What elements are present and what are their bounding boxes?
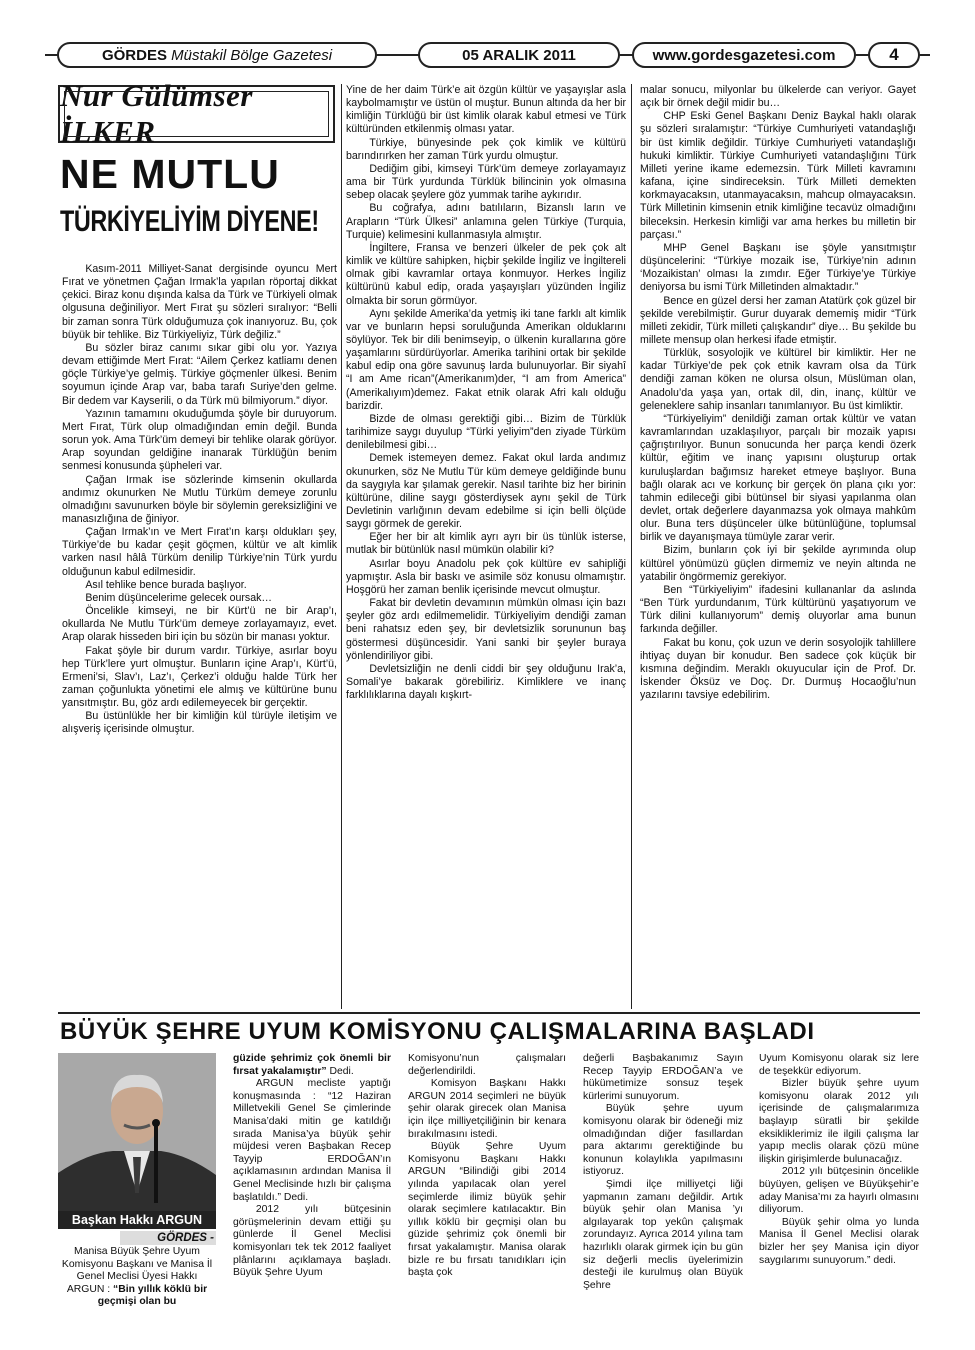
paragraph	[233, 1053, 391, 1078]
paragraph: ARGUN mecliste yaptığı konuşmasında : “12 Haziran Milletvekili Genel Se çimlerinde Manisa’daki mitin ge katıldığı sırada Manisa’ya büyük şehir müjdesi veren Başbakan Recep Tayyip ERDOĞAN’ın açıklamasının ardından Manisa İl Genel Meclisinde hızlı bir çalışma başlatıldı.” Dedi.	[233, 1078, 391, 1203]
page-number: 4	[889, 45, 899, 64]
paragraph: Yazının tamamını okuduğumda şöyle bir duruyorum. Mert Fırat, Türk olup olmadığından emin değil. Bunda sorun yok. Ama Türk’üm demeyi bir tehlike olarak görüyor. Arap soyundan geldiğine inanarak Türklüğün benim senmesi konusunda şüpheleri var.	[62, 407, 337, 473]
date-pill	[418, 42, 620, 68]
website-pill	[632, 42, 856, 68]
paragraph: Türklük, sosyolojik ve kültürel bir kimliktir. Her ne kadar Türkiye’de pek çok etnik kavram olsa da Türk dendiği zaman köken ne olursa olsun, Müslüman olan, Anadolu’da yaşa yan, ortak dil, din, inanç, kültür ve geleneklere sahip insanları tanımlanıyor. Bu üst kimliktir.	[640, 347, 916, 412]
paragraph: Komisyonu’nun çalışmaları değerlendirildi.	[408, 1053, 566, 1077]
lead-quote: “Bin yıllık köklü bir geçmişi olan bu	[97, 1283, 208, 1308]
paragraph: Bu üstünlükle her bir kimliğin kül türüyle iletişim ve alışveriş içerisinde olmuştur.	[62, 710, 337, 736]
paragraph-text: Dedi.	[329, 1065, 354, 1077]
article2-column3	[583, 1053, 743, 1309]
paragraph: “Türkiyeliyim” denildiği zaman ortak kültür ve vatan kavramlarından uzaklaşılıyor, parçalı bir mozaik yapısı çağrıştırılıyor. Bunun sonucunda her parça kendi özerk kültür, eğitim ve inanç yapısını oluşturup ortak kuruluşlardan bağımsız hareket etmeye başlıyor. Buna bağlı olarak acı ve korkunç bir gerçek ön plana çıkı yor: tahmin edileceği gibi bütünsel bir siyasi yapılanma olan devlet, ortak değerlere dayanmazsa yok olmaya mahkûm olur. Buna ters düşünceler ülke bütünlüğüne, toplumsal birlik ve dayanışmaya tümüyle zarar verir.	[640, 412, 916, 544]
paragraph: Bu coğrafya, adını batılıların, Bizanslı ların ve Arapların “Türk Ülkesi” anlamına gelen Türkiye (Turquia, Turquie) kelimesini kullanmasıyla almıştır.	[346, 202, 626, 241]
paragraph: Aynı şekilde Amerika’da yetmiş iki tane farklı alt kimlik var ve bunların hepsi soruluğunda Amerikan olduklarını söylüyor. Tek bir dili benimseyip, o ülkenin kurallarına göre yaşamlarını sürdürüyorlar. Amerika tarihini ortak bir şekilde kabul edip ona göre savunuş larda bulunuyorlar. Bir siyahî “I am Ame rican”(Amerikanım)der, “I am from America” (Amerikalıyım)demez. Fakat etnik olarak Afri kalı olduğu barizdir.	[346, 307, 626, 412]
article2-lead	[58, 1246, 216, 1310]
paragraph: Bizler büyük şehre uyum komisyonu olarak 2012 yılı içerisinde de çalışmalarımıza başlayıp süratli bir şekilde eksikliklerimiz ile ilgili çalışma lar yapıp meclis olarak çözü müne ilişkin girişimlerde bulunacağız.	[759, 1078, 919, 1165]
paragraph: Büyük Şehre Uyum Komisyonu Başkanı Hakkı ARGUN “Bilindiği gibi 2014 yılında yapılacak olan yerel seçimlerde ilimiz büyük şehir olarak seçimlere katılacaktır. Bin yıllık köklü bir geçmişi olan bu güzide şehrimiz çok önemli bir fırsat yakalamıştır. Manisa olarak bizle re bu fırsatı tanıdıkları için başta çok	[408, 1141, 566, 1279]
paragraph: Komisyon Başkanı Hakkı ARGUN 2014 seçimleri ne büyük şehir olarak girecek olan Manisa için ilçe milliyetçiliğinin bir kenara bırakılmasını istedi.	[408, 1078, 566, 1140]
article1-column2	[346, 84, 626, 1010]
paragraph: değerli Başbakanımız Sayın Recep Tayyip ERDOĞAN’a ve hükümetimize sonsuz teşek kürlerimi sunuyorum.	[583, 1053, 743, 1102]
article-title-line1: NE MUTLU	[60, 151, 280, 197]
issue-date: 05 ARALIK 2011	[462, 46, 576, 64]
paragraph: Bizim, bunların çok iyi bir şekilde ayrımında olup kültürel yönümüzü güçlen dirmemiz ve neyin altında ne yatabilir öngörmemiz gerekiyor.	[640, 544, 916, 583]
author-byline	[58, 78, 335, 149]
website-link[interactable]: www.gordesgazetesi.com	[652, 46, 836, 64]
portrait-photo	[58, 1053, 216, 1211]
paragraph: MHP Genel Başkanı ise şöyle yansıtmıştır düşüncelerini: “Türkiye mozaik ise, Türkiye’nin adının ‘Mozaikistan’ olması la zımdır. Eğer Türkiye’ye Türkiye deniyorsa bu ismi Türk Milletinden almaktadır.”	[640, 241, 916, 294]
photo-caption: Başkan Hakkı ARGUN	[58, 1211, 216, 1229]
paragraph: Yine de her daim Türk’e ait özgün kültür ve yaşayışlar asla kaybolmamıştır ve üstün ol muştur. Bunun altında da her bir kimliğin Türklüğü bir üst kimlik olarak kabul etmesi ve Türk kültüründen etkilenmiş olması yatar.	[346, 84, 626, 136]
paragraph: İngiltere, Fransa ve benzeri ülkeler de pek çok alt kimlik ve kültüre sahipken, hiçbir şekilde İngiliz ve İngiltereli olmak gibi kavramlar ortaya konmuyor. Herkes İngiliz kültürünü kabul edip, orada yaşayışları yüzünden İngiliz olmakta bir sorun görmüyor.	[346, 241, 626, 307]
paragraph: Eğer her bir alt kimlik ayrı ayrı bir üs tünlük isterse, mutlak bir bütünlük nasıl mümkün olabilir ki?	[346, 531, 626, 557]
column-divider	[631, 84, 632, 1009]
paragraph: Asırlar boyu Anadolu pek çok kültüre ev sahipliği yapmıştır. Asla bir baskı ve asimile söz konusu olmamıştır. Hoşgörü her zaman benlik içerisinde mevcut olmuştur.	[346, 557, 626, 596]
paragraph: Fakat bu konu, çok uzun ve derin sosyolojik tahlillere ihtiyaç duyan bir konudur. Ben sadece çok küçük bir kısmına değindim. Meraklı okuyucular için de Prof. Dr. İskender Öksüz ve Doç. Dr. Durmuş Hocaoğlu’nun yazılarını tavsiye edebilirim.	[640, 636, 916, 702]
article2-column2	[408, 1053, 566, 1309]
paragraph: Çağan Irmak ise sözlerinde kimsenin okullarda andımız okunurken Ne Mutlu Türküm demeye zorunlu olmadığını savunurken böyle bir söylemin gereksizliğini ve manasızlığına de ğiniyor.	[62, 473, 337, 525]
paragraph: Türkiye, bünyesinde pek çok kimlik ve kültürü barındırırken her zaman Türk yurdu olmuştur.	[346, 136, 626, 162]
paragraph: Bence en güzel dersi her zaman Atatürk çok güzel bir şekilde verebilmiştir. Gurur duyarak dememiş midir “Türk milleti zekidir, Türk milleti çalışkandır” diye… Bu şekilde bu millete mensup olan herkesi ifade etmiştir.	[640, 294, 916, 346]
article2-column1	[233, 1053, 391, 1309]
paragraph: Şimdi ilçe milliyetçi liği yapmanın zamanı değildir. Artık büyük şehir olan Manisa ’yı algılayarak top yekûn çalışmak zorundayız. Ayrıca 2014 yılına tam hazırlıklı olarak girmek için bu gün siz değerli meclis üyelerimizin desteği ile kurulmuş olan Büyük Şehre	[583, 1178, 743, 1291]
article1-column1	[62, 263, 337, 1011]
author-name: Nur Gülümser İLKER	[60, 78, 253, 149]
paragraph: Bu sözler biraz canımı sıkar gibi olu yor. Yazıya devam ettiğimde Mert Fırat: “Ailem Çerkez katliamı denen göçle Türkiye’ye gelmiş. Türkiye göçmenler ülkesi. Benim soyumun içinde Arap var, baba tarafı Suriye’den gelme. Bir dedem var Kayserili, o da Türk mü bilmiyorum.” diyor.	[62, 341, 337, 407]
paragraph: Benim düşüncelerime gelecek oursak…	[85, 591, 272, 604]
paper-name-bold: GÖRDES	[101, 46, 167, 64]
page-number-pill	[868, 42, 920, 68]
paragraph: 2012 yılı bütçesinin görüşmelerinin devam ettiği şu günlerde İl Genel Meclisi komisyonları tek tek 2012 faaliyet plânlarını açıklamaya başladı. Büyük Şehre Uyum	[233, 1204, 391, 1279]
paragraph: Bizde de olması gerektiği gibi… Bizim de Türklük tarihimize saygı duyulup “Türki yeliyim”den ziyade Türküm denilebilmesi gibi…	[346, 412, 626, 452]
article2-headline: BÜYÜK ŞEHRE UYUM KOMİSYONU ÇALIŞMALARINA BAŞLADI	[60, 1018, 815, 1045]
portrait-illustration	[58, 1053, 216, 1211]
paragraph: Demek istemeyen demez. Fakat okul larda andımız okunurken, söz Ne Mutlu Tür küm demeye geldiğinde bunu da saygıyla kar şılamak gerekir. Nasıl tarihte biz her birinin kültürüne, diline saygı gösterdiysek aynı şekil de Türk Devletinin varlığının devam edebilme si için belli ölçüde saygı görmek de gerekir.	[346, 452, 626, 531]
paper-name-pill	[57, 42, 377, 68]
paragraph: Büyük şehre uyum komisyonu olarak bir ödeneği miz olmadığından diğer fasıllardan para aktarımı gerektiğinde bu konunun kolaylıkla yapılmasını istiyoruz.	[583, 1103, 743, 1178]
paragraph: Devletsizliğin ne denli ciddi bir şey olduğunu Irak’a, Somali’ye bakarak görebiliriz. Kimliklere ve inanç farklılıklarına dayalı kışkırt-	[346, 662, 626, 702]
paragraph: Fakat bir devletin devamının mümkün olması için bazı şeyler göz ardı edilmemelidir. Türkiyeliyim dendiği zaman beni rahatsız eden şey, bir devletsizlik sorununun baş göstermesi düşüncesidir. Yani sanki bir şeyler buraya yönlendiriliyor gibi.	[346, 597, 626, 662]
paragraph: Büyük şehir olma yo lunda Manisa İl Genel Meclisi olarak bizler her şey Manisa için diyor saygılarımı sunuyorum.” dedi.	[759, 1216, 919, 1266]
paragraph: Uyum Komisyonu olarak siz lere de teşekkür ediyorum.	[759, 1053, 919, 1077]
dateline: GÖRDES -	[120, 1231, 216, 1245]
paragraph: Kasım-2011 Milliyet-Sanat dergisinde oyuncu Mert Fırat ve yönetmen Çağan Irmak’la yapılan röportaj dikkat çekici. Biraz konu dışında kalsa da Türk ve Türkiyeli olmak olgusuna değiniliyor. Mert Fırat şu sözleri sıralıyor: “Belli bir zaman sonra Türk olduğumuza çok inanıyoruz. Bu, çok büyük bir tehlike. Biz Türkiyeliyiz, Türk değiliz.”	[62, 263, 337, 341]
article1-column3	[640, 84, 916, 1010]
paragraph: CHP Eski Genel Başkanı Deniz Baykal haklı olarak şu sözleri sıralamıştır: “Türkiye Cumhuriyeti vatandaşlığı bir üst kimlik değildir. Türkiye Cumhuriyeti vatandaşlığı hukuki kimliktir. Türkiye Cumhuriyeti vatandaşlığını Türk Milleti yerine ikame edemezsin. Türk Milleti kavramını kafana, içine sindireceksin. Türk Milleti demekten korkmayacaksın, utanmayacaksın, mahcup olmayacaksın. Türk Milletinin kimsenin etnik kimliğine tecavüz olmadığını bileceksin. Herkesin kimliği var ama herkes bu milletin bir parçası.”	[640, 110, 916, 241]
column-divider	[341, 84, 342, 1009]
paragraph: Çağan Irmak’ın ve Mert Fırat’ın karşı oldukları şey, Türkiye’de bu kadar çeşit göçmen, kültür ve alt kimlik varken nasıl hâlâ Türküm denilip Türkiye’nin Türk yurdu olduğunun kabul edilmesidir.	[62, 526, 337, 578]
paragraph: 2012 yılı bütçesinin öncelikle büyüyen, gelişen ve Büyükşehir’e aday Manisa’mı za hayırlı olmasını diliyorum.	[759, 1166, 919, 1216]
article-title-line2: TÜRKİYELİYİM DİYENE!	[60, 205, 319, 238]
bold-quote: güzide şehrimiz çok önemli bir fırsat yakalamıştır”	[233, 1053, 391, 1077]
paragraph: Dediğim gibi, kimseyi Türk’üm demeye zorlayamayız ama bir Türk yurdunda Türklük bilincinin yok olmasına sebep olacak şeylere göz yummak tarihe aykırıdır.	[346, 162, 626, 202]
section-divider	[58, 1012, 920, 1014]
lead-text: Manisa Büyük Şehre Uyum Komisyonu Başkanı ve Manisa İl Genel Meclisi Üyesi Hakkı ARGUN :	[61, 1246, 213, 1295]
paper-name-rest: Müstakil Bölge Gazetesi	[166, 46, 333, 64]
paragraph: malar sonucu, milyonlar bu ülkelerde can veriyor. Gayet açık bir örnek değil midir bu…	[640, 84, 916, 110]
article2-column4	[759, 1053, 919, 1309]
paragraph: Asıl tehlike bence burada başlıyor.	[85, 578, 247, 591]
paragraph: Öncelikle kimseyi, ne bir Kürt’ü ne bir Arap’ı, okullarda Ne Mutlu Türk’üm demeye zorlayamayız, evet. Arap olarak hisseden biri için bu sözün bir manası yoktur.	[62, 605, 337, 644]
paragraph: Fakat şöyle bir durum vardır. Türkiye, asırlar boyu hep Türk’lere yurt olmuştur. Bunların içine Arap’ı, Kürt’ü, Ermeni’si, Slav’ı, Laz’ı, Çerkez’i olduğu halde Türk her zaman çoğunlukta yönetimi ele almış ve kültürüne bunu yansıtmıştır. Bu, göz ardı edilemeyecek bir gerçektir.	[62, 644, 337, 710]
paragraph: Ben “Türkiyeliyim” ifadesini kullananlar da aslında “Ben Türk yurdundanım, Türk kültürünü yaşatıyorum ve Türk dilini kullanıyorum” demiş oluyorlar ama bunun farkında değiller.	[640, 583, 916, 636]
